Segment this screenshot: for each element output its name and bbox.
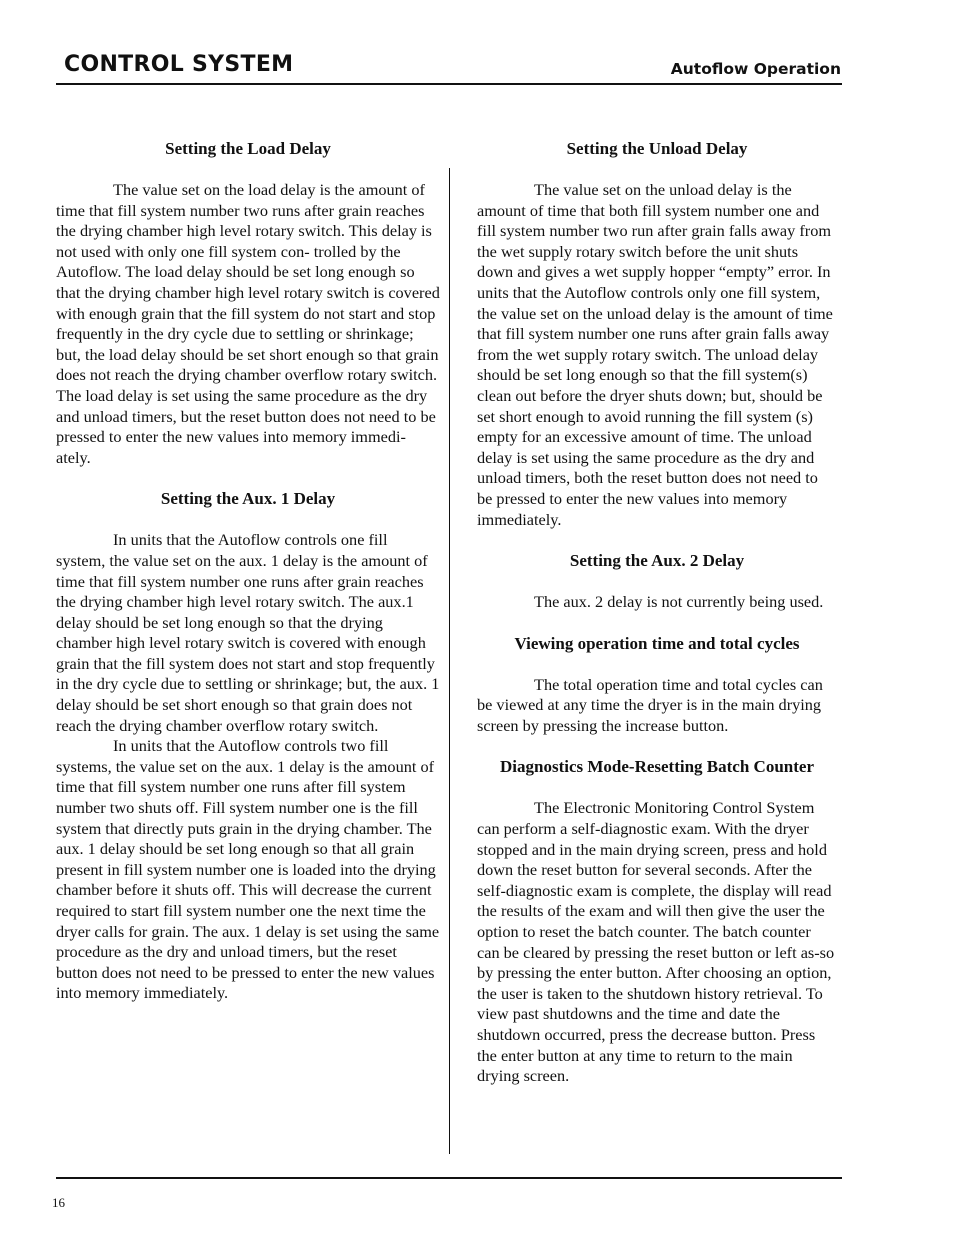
header-title: CONTROL SYSTEM [64, 52, 294, 77]
header-rule [56, 83, 842, 85]
aux1-delay-heading: Setting the Aux. 1 Delay [160, 489, 336, 509]
header-section-title: Autoflow Operation [670, 60, 841, 78]
column-divider [449, 168, 450, 1154]
footer-rule [56, 1177, 842, 1179]
aux2-delay-body: The aux. 2 delay is not currently being used. [534, 592, 824, 612]
diagnostics-body: The Electronic Monitoring Control System can perform a self-diagnostic exam. With the dryer stopped and in the main drying screen, press and hold down the reset button for several seconds. After the self-diagnostic exam is complete, the display will read the results of the exam and will then give the user the option to reset the batch counter. The batch counter can be cleared by pressing the reset button or left as-so by pressing the enter button. After choosing an option, the user is taken to the shutdown history retrieval. To view past shutdowns and the time and date the shutdown occurred, press the decrease button. Press the enter button at any time to return to the main drying screen. [477, 798, 835, 1086]
diagnostics-heading: Diagnostics Mode-Resetting Batch Counter [500, 757, 814, 777]
page-number: 16 [52, 1195, 65, 1210]
right-column [477, 138, 837, 1087]
unload-delay-body: The value set on the unload delay is the amount of time that both fill system number one and fill system number two run after grain falls away from the wet supply rotary switch before the unit shuts down and gives a wet supply hopper “empty” error. In units that the Autoflow controls only one fill system, the value set on the unload delay is the amount of time that fill system number one runs after grain falls away from the wet supply rotary switch. The unload delay should be set long enough so that the fill system(s) clean out before the dryer shuts down; but, should be set short enough to avoid running the fill system (s) empty for an excessive amount of time. The unload delay is set using the same procedure as the dry and unload timers, both the reset button does not need to be pressed to enter the new values into memory immediately. [477, 180, 833, 529]
unload-delay-heading: Setting the Unload Delay [566, 139, 748, 158]
operation-time-body: The total operation time and total cycles can be viewed at any time the dryer is in the main drying screen by pressing the increase button. [477, 674, 823, 735]
load-delay-heading: Setting the Load Delay [165, 139, 331, 158]
left-column [56, 138, 440, 1004]
aux2-delay-heading: Setting the Aux. 2 Delay [569, 551, 745, 571]
load-delay-body: The value set on the load delay is the amount of time that fill system number two runs after grain reaches the drying chamber high level rotary switch. This delay is not used with only one fill system con- trolled by the Autoflow. The load delay should be set long enough so that the drying chamber high level rotary switch is covered with enough grain that the fill system do not start and stop frequently in the dry cycle due to settling or shrinkage; but, the load delay should be set short enough so that grain does not reach the drying chamber overflow rotary switch. The load delay is set using the same procedure as the dry and unload timers, but the reset button does not need to be pressed to enter the new values into memory immedi- ately. [56, 180, 440, 467]
aux1-delay-body-one-fill: In units that the Autoflow controls one fill system, the value set on the aux. 1 delay is the amount of time that fill system number one runs after grain reaches the drying chamber high level rotary switch. The aux.1 delay should be set long enough so that the drying chamber high level rotary switch is covered with enough grain that the fill system does not start and stop frequently in the dry cycle due to settling or shrinkage; but, the aux. 1 delay should be set short enough so that grain does not reach the drying chamber overflow rotary switch. [56, 530, 440, 735]
aux1-delay-body-two-fill: In units that the Autoflow controls two fill systems, the value set on the aux. 1 delay is the amount of time that fill system number one runs after fill system number two shuts off. Fill system number one is the fill system that directly puts grain in the drying chamber. The aux. 1 delay should be set long enough so that all grain present in fill system number one is loaded into the drying chamber before it shuts off. This will decrease the current required to start fill system number one the next time the dryer calls for grain. The aux. 1 delay is set using the same procedure as the dry and unload timers, but the reset button does not need to be pressed to enter the new values into memory immediately. [56, 736, 440, 1003]
operation-time-heading: Viewing operation time and total cycles [514, 633, 800, 653]
